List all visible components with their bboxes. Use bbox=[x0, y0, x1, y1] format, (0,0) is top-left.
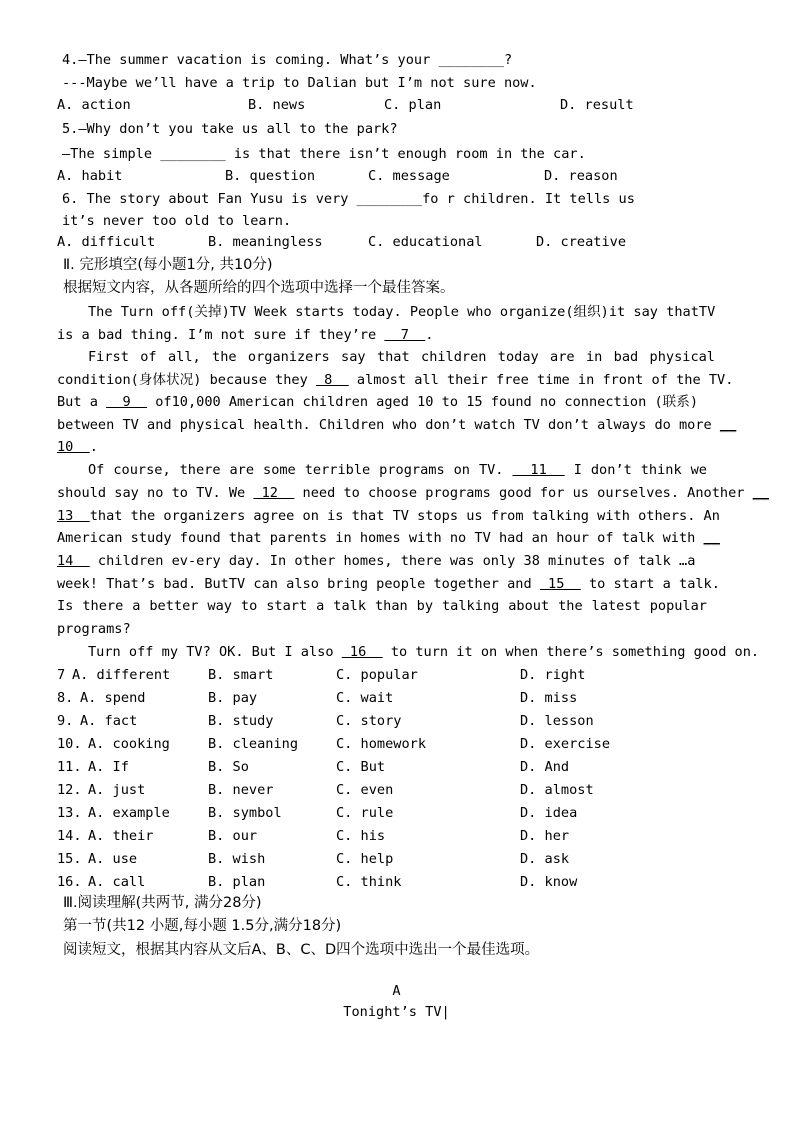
section3-part1: 第一节(共12 小题,每小题 1.5分,满分18分) bbox=[63, 918, 342, 934]
cloze-option-b: B. pay bbox=[208, 690, 258, 706]
blank-8: 8 bbox=[315, 372, 349, 388]
cloze-option-b: B. cleaning bbox=[208, 736, 299, 752]
cloze-option-a: A. example bbox=[88, 805, 170, 821]
blank-13: 13 bbox=[57, 508, 90, 524]
cloze-option-d: D. ask bbox=[520, 851, 570, 867]
q6-option-d: D. creative bbox=[536, 234, 627, 250]
cloze-option-b: B. wish bbox=[208, 851, 266, 867]
blank-7: 7 bbox=[384, 327, 426, 343]
cloze-option-b: B. our bbox=[208, 828, 258, 844]
q5-option-d: D. reason bbox=[544, 168, 618, 184]
cloze-option-a: A. fact bbox=[80, 713, 138, 729]
cloze-option-b: B. smart bbox=[208, 667, 274, 683]
cloze-option-a: A. their bbox=[88, 828, 154, 844]
q4-option-b: B. news bbox=[248, 97, 306, 113]
q5-question: 5.—Why don’t you take us all to the park? bbox=[62, 121, 398, 137]
passage-line-14: Is there a better way to start a talk than by talking about the latest popular bbox=[57, 598, 707, 614]
passage-line-11: American study found that parents in homes with no TV had an hour of talk with __ bbox=[57, 530, 720, 546]
cloze-option-d: D. know bbox=[520, 874, 578, 890]
passage-line-5: But a 9 of10,000 American children aged 10 to 15 found no connection (联系) bbox=[57, 394, 699, 410]
section3-instruction: 阅读短文，根据其内容从文后A、B、C、D四个选项中选出一个最佳选项。 bbox=[63, 942, 540, 958]
passage-line-8: Of course, there are some terrible programs on TV. 11 I don’t think we bbox=[88, 462, 707, 478]
cloze-option-c: C. wait bbox=[336, 690, 394, 706]
blank-11: 11 bbox=[512, 462, 565, 478]
cloze-option-number: 15. bbox=[57, 851, 82, 867]
q6-option-c: C. educational bbox=[368, 234, 483, 250]
blank-16: 16 bbox=[341, 644, 383, 660]
cloze-option-c: C. think bbox=[336, 874, 402, 890]
cloze-option-c: C. his bbox=[336, 828, 386, 844]
cloze-option-number: 14. bbox=[57, 828, 82, 844]
cloze-option-b: B. plan bbox=[208, 874, 266, 890]
passage-line-13: week! That’s bad. ButTV can also bring people together and 15 to start a talk. bbox=[57, 576, 720, 592]
blank-9: 9 bbox=[106, 394, 148, 410]
q6-option-b: B. meaningless bbox=[208, 234, 323, 250]
cloze-option-number: 16. bbox=[57, 874, 82, 890]
cloze-option-d: D. right bbox=[520, 667, 586, 683]
cloze-option-b: B. study bbox=[208, 713, 274, 729]
q5-reply: —The simple ________ is that there isn’t enough room in the car. bbox=[62, 146, 586, 162]
q4-question: 4.—The summer vacation is coming. What’s your ________? bbox=[62, 52, 513, 68]
cloze-option-b: B. symbol bbox=[208, 805, 282, 821]
q6-option-a: A. difficult bbox=[57, 234, 156, 250]
cloze-option-number: 7 bbox=[57, 667, 66, 683]
cloze-option-number: 10. bbox=[57, 736, 82, 752]
section2-instruction: 根据短文内容，从各题所给的四个选项中选择一个最佳答案。 bbox=[63, 280, 455, 296]
cloze-option-a: A. just bbox=[88, 782, 146, 798]
cloze-option-b: B. never bbox=[208, 782, 274, 798]
passage-line-3: First of all, the organizers say that children today are in bad physical bbox=[88, 349, 715, 365]
cloze-option-b: B. So bbox=[208, 759, 249, 775]
reading-a-letter: A bbox=[392, 983, 401, 999]
blank-14: 14 bbox=[57, 553, 90, 569]
cloze-option-d: D. almost bbox=[520, 782, 594, 798]
blank-10: 10 bbox=[57, 439, 90, 455]
cloze-option-number: 8. bbox=[57, 690, 74, 706]
cloze-option-d: D. exercise bbox=[520, 736, 611, 752]
q4-option-c: C. plan bbox=[384, 97, 442, 113]
cloze-option-c: C. But bbox=[336, 759, 386, 775]
cloze-option-c: C. homework bbox=[336, 736, 427, 752]
cloze-option-a: A. use bbox=[88, 851, 138, 867]
passage-line-2: is a bad thing. I’m not sure if they’re 7 . bbox=[57, 327, 434, 343]
cloze-option-a: A. If bbox=[88, 759, 129, 775]
cloze-option-d: D. miss bbox=[520, 690, 578, 706]
cloze-option-d: D. And bbox=[520, 759, 570, 775]
cloze-option-a: A. call bbox=[88, 874, 146, 890]
q5-option-b: B. question bbox=[225, 168, 316, 184]
cloze-option-c: C. popular bbox=[336, 667, 418, 683]
q4-option-a: A. action bbox=[57, 97, 131, 113]
passage-line-12: 14 children ev-ery day. In other homes, there was only 38 minutes of talk …a bbox=[57, 553, 696, 569]
passage-line-16: Turn off my TV? OK. But I also 16 to turn it on when there’s something good on. bbox=[88, 644, 760, 660]
cloze-option-d: D. lesson bbox=[520, 713, 594, 729]
passage-line-1: The Turn off(关掉)TV Week starts today. People who organize(组织)it say thatTV bbox=[88, 304, 716, 320]
q6-line-1: 6. The story about Fan Yusu is very ________fo r children. It tells us bbox=[62, 191, 635, 207]
passage-line-10: 13 that the organizers agree on is that TV stops us from talking with others. An bbox=[57, 508, 720, 524]
cloze-option-d: D. her bbox=[520, 828, 570, 844]
cloze-option-number: 13. bbox=[57, 805, 82, 821]
q4-reply: ---Maybe we’ll have a trip to Dalian but I’m not sure now. bbox=[62, 75, 537, 91]
passage-line-15: programs? bbox=[57, 621, 131, 637]
cloze-option-c: C. rule bbox=[336, 805, 394, 821]
passage-line-6: between TV and physical health. Children who don’t watch TV don’t always do more __ bbox=[57, 417, 737, 433]
cloze-option-a: A. spend bbox=[80, 690, 146, 706]
cloze-option-d: D. idea bbox=[520, 805, 578, 821]
cloze-option-number: 9. bbox=[57, 713, 74, 729]
cloze-option-a: A. cooking bbox=[88, 736, 170, 752]
reading-a-title: Tonight’s TV| bbox=[343, 1004, 450, 1020]
cloze-option-c: C. help bbox=[336, 851, 394, 867]
cloze-option-number: 11. bbox=[57, 759, 82, 775]
cloze-option-c: C. even bbox=[336, 782, 394, 798]
q5-option-a: A. habit bbox=[57, 168, 123, 184]
blank-15: 15 bbox=[539, 576, 581, 592]
cloze-option-a: A. different bbox=[72, 667, 171, 683]
section3-heading: Ⅲ.阅读理解(共两节, 满分28分) bbox=[63, 895, 262, 911]
passage-line-9: should say no to TV. We 12 need to choose programs good for us ourselves. Another __ bbox=[57, 485, 770, 501]
q6-line-2: it’s never too old to learn. bbox=[62, 213, 292, 229]
passage-line-4: condition(身体状况) because they 8 almost all their free time in front of the TV. bbox=[57, 372, 734, 388]
blank-12: 12 bbox=[253, 485, 295, 501]
q5-option-c: C. message bbox=[368, 168, 450, 184]
section2-heading: Ⅱ. 完形填空(每小题1分, 共10分) bbox=[63, 257, 273, 273]
cloze-option-number: 12. bbox=[57, 782, 82, 798]
q4-option-d: D. result bbox=[560, 97, 634, 113]
passage-line-7: 10 . bbox=[57, 439, 98, 455]
cloze-option-c: C. story bbox=[336, 713, 402, 729]
